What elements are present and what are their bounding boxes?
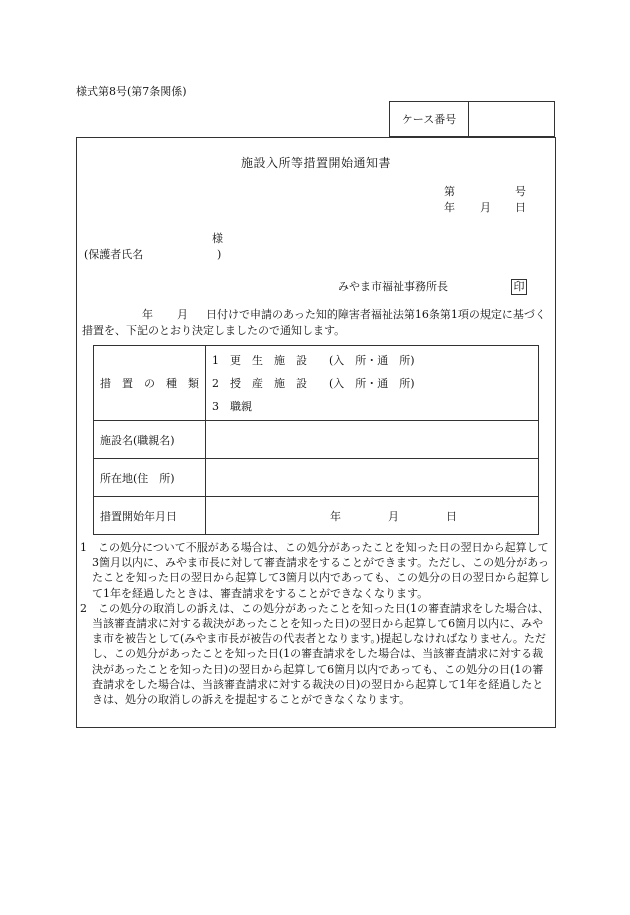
date-day-label: 日 (515, 201, 526, 214)
facility-name-label: 施設名(職親名) (94, 421, 206, 459)
address-field[interactable] (206, 459, 539, 497)
start-date-label: 措置開始年月日 (94, 497, 206, 535)
issuer-line (338, 279, 527, 295)
body-year-label: 年 (142, 308, 153, 321)
form-number-label: 様式第8号(第7条関係) (76, 85, 187, 98)
seal-mark: 印 (511, 279, 527, 295)
table-row (94, 459, 539, 497)
measure-option: 3 職親 (212, 399, 252, 413)
date-year-label: 年 (444, 201, 455, 214)
facility-name-field[interactable] (206, 421, 539, 459)
start-date-field[interactable] (206, 497, 539, 535)
measure-type-label: 措 置 の 種 類 (94, 346, 206, 421)
start-date-year: 年 (330, 509, 341, 523)
measures-table (93, 345, 539, 535)
measure-options-cell (206, 346, 539, 421)
notes-section (80, 540, 554, 707)
recipient-honorific: 様 (212, 232, 223, 245)
start-date-day: 日 (446, 509, 457, 523)
guardian-name-label: (保護者氏名 (84, 248, 144, 261)
document-title: 施設入所等措置開始通知書 (240, 156, 391, 170)
note-item: 1 この処分について不服がある場合は、この処分があったことを知った日の翌日から起算して3箇月以内に、みやま市長に対して審査請求をすることができます。ただし、この処分があったことを知った日の翌日から起算して3箇月以内であっても、この処分の日の翌日から起算して1年を経過したときは、審査請求をすることができなくなります。 (80, 541, 550, 600)
case-number-field[interactable] (469, 102, 554, 136)
table-row (94, 497, 539, 535)
notice-body (82, 307, 552, 339)
issuer-name: みやま市福祉事務所長 (338, 280, 448, 293)
case-number-box (389, 101, 555, 137)
guardian-name-close: ) (217, 248, 222, 261)
table-row (94, 421, 539, 459)
case-number-label: ケース番号 (390, 102, 469, 136)
note-item: 2 この処分の取消しの訴えは、この処分があったことを知った日(1の審査請求をした場合は、当該審査請求に対する裁決があったことを知った日)の翌日から起算して6箇月以内に、みやま市を被告として(みやま市長が被告の代表者となります。)提起しなければなりません。ただし、この処分があったことを知った日(1の審査請求をした場合は、当該審査請求に対する裁決があったことを知った日)の翌日から起算して6箇月以内であっても、この処分の日(1の審査請求をした場合は、当該審査請求に対する裁決の日)の翌日から起算して1年を経過したときは、処分の取消しの訴えを提起することができなくなります。 (80, 601, 550, 707)
start-date-month: 月 (388, 509, 399, 523)
date-month-label: 月 (480, 201, 491, 214)
table-row (94, 346, 539, 421)
address-label: 所在地(住 所) (94, 459, 206, 497)
doc-number-suffix: 号 (515, 185, 526, 198)
measure-option: 2 授 産 施 設 (入 所・通 所) (212, 376, 415, 390)
body-month-label: 月 (177, 308, 188, 321)
measure-option: 1 更 生 施 設 (入 所・通 所) (212, 353, 415, 367)
body-paragraph: 日付けで申請のあった知的障害者福祉法第16条第1項の規定に基づく措置を、下記のとおり決定しましたので通知します。 (82, 308, 546, 337)
doc-number-prefix: 第 (444, 185, 455, 198)
